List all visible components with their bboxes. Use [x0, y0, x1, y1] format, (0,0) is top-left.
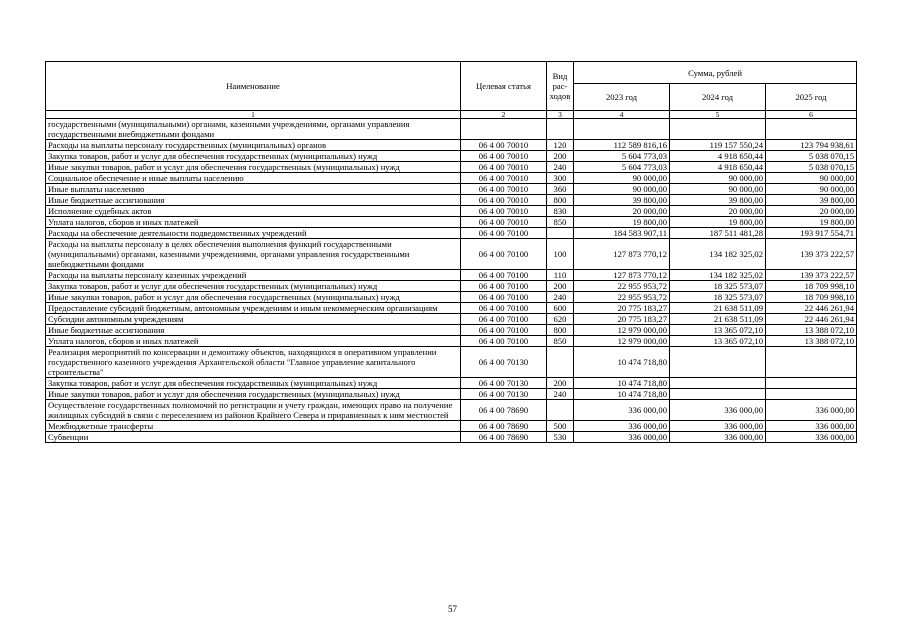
row-amount-2024: 21 638 511,09: [670, 314, 766, 325]
row-target: 06 4 00 70010: [461, 173, 547, 184]
row-name: Расходы на выплаты персоналу в целях обеспечения выполнения функций государственными (муниципальными) органами, казенными учреждениями, органами управления государственными внебюджетными фондами: [46, 239, 461, 270]
row-name: Осуществление государственных полномочий по регистрации и учету граждан, имеющих право на получение жилищных субсидий в связи с переселением из районов Крайнего Севера и приравненных к ним местностей: [46, 400, 461, 421]
table-row: [46, 184, 857, 195]
row-amount-2024: 336 000,00: [670, 421, 766, 432]
row-amount-2025: 19 800,00: [766, 217, 857, 228]
row-target: 06 4 00 78690: [461, 432, 547, 443]
row-kind: 360: [547, 184, 574, 195]
row-target: 06 4 00 70100: [461, 303, 547, 314]
table-row: [46, 303, 857, 314]
row-amount-2025: 5 038 070,15: [766, 162, 857, 173]
row-amount-2023: 22 955 953,72: [574, 292, 670, 303]
table-row: [46, 314, 857, 325]
row-amount-2025: 336 000,00: [766, 432, 857, 443]
table-row: [46, 195, 857, 206]
row-amount-2024: 19 800,00: [670, 217, 766, 228]
row-target: 06 4 00 70100: [461, 336, 547, 347]
row-name: Иные закупки товаров, работ и услуг для обеспечения государственных (муниципальных) нужд: [46, 292, 461, 303]
row-amount-2024: 134 182 325,02: [670, 239, 766, 270]
row-amount-2024: 336 000,00: [670, 400, 766, 421]
row-target: 06 4 00 70100: [461, 270, 547, 281]
row-amount-2023: 10 474 718,80: [574, 378, 670, 389]
row-target: 06 4 00 70130: [461, 347, 547, 378]
row-amount-2025: [766, 389, 857, 400]
header-target: Целевая статья: [461, 62, 547, 111]
row-target: 06 4 00 70100: [461, 292, 547, 303]
row-amount-2023: 90 000,00: [574, 184, 670, 195]
table-row: [46, 173, 857, 184]
row-target: 06 4 00 70010: [461, 140, 547, 151]
table-row: [46, 325, 857, 336]
row-kind: 200: [547, 281, 574, 292]
row-kind: 800: [547, 195, 574, 206]
row-kind: [547, 119, 574, 140]
row-target: 06 4 00 70010: [461, 206, 547, 217]
row-target: 06 4 00 70010: [461, 217, 547, 228]
row-amount-2025: 90 000,00: [766, 184, 857, 195]
row-target: 06 4 00 70010: [461, 184, 547, 195]
row-target: 06 4 00 70100: [461, 281, 547, 292]
row-amount-2023: 20 775 183,27: [574, 314, 670, 325]
row-amount-2025: 22 446 261,94: [766, 303, 857, 314]
header-name: Наименование: [46, 62, 461, 111]
row-amount-2023: 336 000,00: [574, 421, 670, 432]
row-amount-2023: 22 955 953,72: [574, 281, 670, 292]
row-amount-2025: [766, 347, 857, 378]
row-amount-2025: 90 000,00: [766, 173, 857, 184]
row-amount-2025: 39 800,00: [766, 195, 857, 206]
row-target: 06 4 00 70010: [461, 195, 547, 206]
table-row: [46, 281, 857, 292]
header-kind: Вид рас-ходов: [547, 62, 574, 111]
row-amount-2024: 4 918 650,44: [670, 162, 766, 173]
column-number: 6: [766, 111, 857, 119]
row-amount-2024: 20 000,00: [670, 206, 766, 217]
row-amount-2023: 184 583 907,11: [574, 228, 670, 239]
row-amount-2025: [766, 119, 857, 140]
table-row: [46, 151, 857, 162]
row-target: 06 4 00 70130: [461, 389, 547, 400]
row-amount-2025: 22 446 261,94: [766, 314, 857, 325]
row-amount-2023: 10 474 718,80: [574, 389, 670, 400]
row-amount-2024: 13 365 072,10: [670, 336, 766, 347]
row-amount-2025: [766, 378, 857, 389]
row-target: 06 4 00 70010: [461, 162, 547, 173]
row-kind: 500: [547, 421, 574, 432]
row-target: 06 4 00 70130: [461, 378, 547, 389]
row-amount-2023: 20 000,00: [574, 206, 670, 217]
table-row: [46, 228, 857, 239]
row-name: Иные выплаты населению: [46, 184, 461, 195]
row-target: 06 4 00 70100: [461, 314, 547, 325]
row-kind: 240: [547, 389, 574, 400]
row-name: Закупка товаров, работ и услуг для обеспечения государственных (муниципальных) нужд: [46, 281, 461, 292]
row-name: Субсидии автономным учреждениям: [46, 314, 461, 325]
table-row: [46, 421, 857, 432]
row-amount-2024: 90 000,00: [670, 173, 766, 184]
row-amount-2025: 18 709 998,10: [766, 292, 857, 303]
row-amount-2024: [670, 119, 766, 140]
row-name: Иные бюджетные ассигнования: [46, 325, 461, 336]
row-kind: 240: [547, 292, 574, 303]
row-kind: 300: [547, 173, 574, 184]
column-number: 1: [46, 111, 461, 119]
row-amount-2024: 119 157 550,24: [670, 140, 766, 151]
row-name: Социальное обеспечение и иные выплаты населению: [46, 173, 461, 184]
row-name: Иные закупки товаров, работ и услуг для обеспечения государственных (муниципальных) нужд: [46, 162, 461, 173]
row-amount-2025: 13 388 072,10: [766, 336, 857, 347]
row-target: 06 4 00 70100: [461, 325, 547, 336]
header-year-2025: 2025 год: [766, 84, 857, 111]
row-amount-2025: 13 388 072,10: [766, 325, 857, 336]
row-name: Иные закупки товаров, работ и услуг для обеспечения государственных (муниципальных) нужд: [46, 389, 461, 400]
table-row: [46, 239, 857, 270]
row-kind: 200: [547, 151, 574, 162]
row-kind: [547, 400, 574, 421]
row-amount-2024: 21 638 511,09: [670, 303, 766, 314]
row-kind: 100: [547, 239, 574, 270]
row-amount-2024: 18 325 573,07: [670, 281, 766, 292]
row-amount-2024: 336 000,00: [670, 432, 766, 443]
row-target: 06 4 00 78690: [461, 400, 547, 421]
column-number: 5: [670, 111, 766, 119]
row-amount-2024: 39 800,00: [670, 195, 766, 206]
table-row: [46, 140, 857, 151]
table-row: [46, 162, 857, 173]
row-kind: 110: [547, 270, 574, 281]
row-target: 06 4 00 70100: [461, 239, 547, 270]
column-number: 4: [574, 111, 670, 119]
row-name: Исполнение судебных актов: [46, 206, 461, 217]
row-amount-2024: 187 511 481,28: [670, 228, 766, 239]
header-sum: Сумма, рублей: [574, 62, 857, 84]
row-amount-2025: 336 000,00: [766, 421, 857, 432]
row-name: Субвенции: [46, 432, 461, 443]
row-target: 06 4 00 70100: [461, 228, 547, 239]
table-row: [46, 400, 857, 421]
table-row: [46, 119, 857, 140]
column-number: 2: [461, 111, 547, 119]
row-name: Закупка товаров, работ и услуг для обеспечения государственных (муниципальных) нужд: [46, 378, 461, 389]
row-amount-2025: 139 373 222,57: [766, 270, 857, 281]
row-target: 06 4 00 70010: [461, 151, 547, 162]
row-kind: 800: [547, 325, 574, 336]
row-kind: 830: [547, 206, 574, 217]
row-amount-2023: 127 873 770,12: [574, 239, 670, 270]
row-amount-2024: 13 365 072,10: [670, 325, 766, 336]
row-amount-2023: 90 000,00: [574, 173, 670, 184]
row-kind: 850: [547, 217, 574, 228]
row-kind: 530: [547, 432, 574, 443]
row-amount-2023: 5 604 773,03: [574, 151, 670, 162]
header-year-2023: 2023 год: [574, 84, 670, 111]
table-row: [46, 347, 857, 378]
row-amount-2024: 4 918 650,44: [670, 151, 766, 162]
row-kind: 600: [547, 303, 574, 314]
row-amount-2023: 12 979 000,00: [574, 325, 670, 336]
row-kind: 240: [547, 162, 574, 173]
row-name: Закупка товаров, работ и услуг для обеспечения государственных (муниципальных) нужд: [46, 151, 461, 162]
row-kind: 620: [547, 314, 574, 325]
row-amount-2023: 336 000,00: [574, 432, 670, 443]
row-name: Уплата налогов, сборов и иных платежей: [46, 336, 461, 347]
row-amount-2025: 193 917 554,71: [766, 228, 857, 239]
row-amount-2024: 18 325 573,07: [670, 292, 766, 303]
row-name: Расходы на выплаты персоналу государственных (муниципальных) органов: [46, 140, 461, 151]
row-amount-2024: [670, 389, 766, 400]
row-name: Иные бюджетные ассигнования: [46, 195, 461, 206]
table-row: [46, 432, 857, 443]
row-amount-2023: 19 800,00: [574, 217, 670, 228]
row-kind: [547, 347, 574, 378]
row-kind: 850: [547, 336, 574, 347]
row-amount-2024: 90 000,00: [670, 184, 766, 195]
row-amount-2023: 39 800,00: [574, 195, 670, 206]
row-amount-2025: 20 000,00: [766, 206, 857, 217]
row-amount-2023: 127 873 770,12: [574, 270, 670, 281]
row-amount-2025: 139 373 222,57: [766, 239, 857, 270]
row-amount-2025: 5 038 070,15: [766, 151, 857, 162]
row-amount-2024: 134 182 325,02: [670, 270, 766, 281]
table-row: [46, 270, 857, 281]
row-amount-2023: 5 604 773,03: [574, 162, 670, 173]
table-row: [46, 206, 857, 217]
row-amount-2023: 112 589 816,16: [574, 140, 670, 151]
row-name: Расходы на обеспечение деятельности подведомственных учреждений: [46, 228, 461, 239]
row-amount-2023: 12 979 000,00: [574, 336, 670, 347]
row-amount-2023: [574, 119, 670, 140]
row-name: Расходы на выплаты персоналу казенных учреждений: [46, 270, 461, 281]
row-target: [461, 119, 547, 140]
row-name: Предоставление субсидий бюджетным, автономным учреждениям и иным некоммерческим организациям: [46, 303, 461, 314]
row-name: государственными (муниципальными) органами, казенными учреждениями, органами управления государственными внебюджетными фондами: [46, 119, 461, 140]
row-amount-2023: 10 474 718,80: [574, 347, 670, 378]
budget-table: [45, 61, 857, 443]
table-row: [46, 378, 857, 389]
table-row: [46, 292, 857, 303]
row-name: Межбюджетные трансферты: [46, 421, 461, 432]
row-amount-2024: [670, 378, 766, 389]
row-target: 06 4 00 78690: [461, 421, 547, 432]
row-amount-2023: 20 775 183,27: [574, 303, 670, 314]
row-kind: 120: [547, 140, 574, 151]
row-amount-2024: [670, 347, 766, 378]
row-kind: 200: [547, 378, 574, 389]
row-name: Уплата налогов, сборов и иных платежей: [46, 217, 461, 228]
row-amount-2025: 18 709 998,10: [766, 281, 857, 292]
row-kind: [547, 228, 574, 239]
table-row: [46, 217, 857, 228]
row-amount-2025: 336 000,00: [766, 400, 857, 421]
row-name: Реализация мероприятий по консервации и демонтажу объектов, находящихся в оперативном управлении государственного казенного учреждения Архангельской области "Главное управление капитального строительства": [46, 347, 461, 378]
table-body: [46, 119, 857, 443]
row-amount-2025: 123 794 938,61: [766, 140, 857, 151]
table-row: [46, 389, 857, 400]
header-year-2024: 2024 год: [670, 84, 766, 111]
row-amount-2023: 336 000,00: [574, 400, 670, 421]
column-number: 3: [547, 111, 574, 119]
page-number: 57: [448, 604, 457, 614]
table-row: [46, 336, 857, 347]
